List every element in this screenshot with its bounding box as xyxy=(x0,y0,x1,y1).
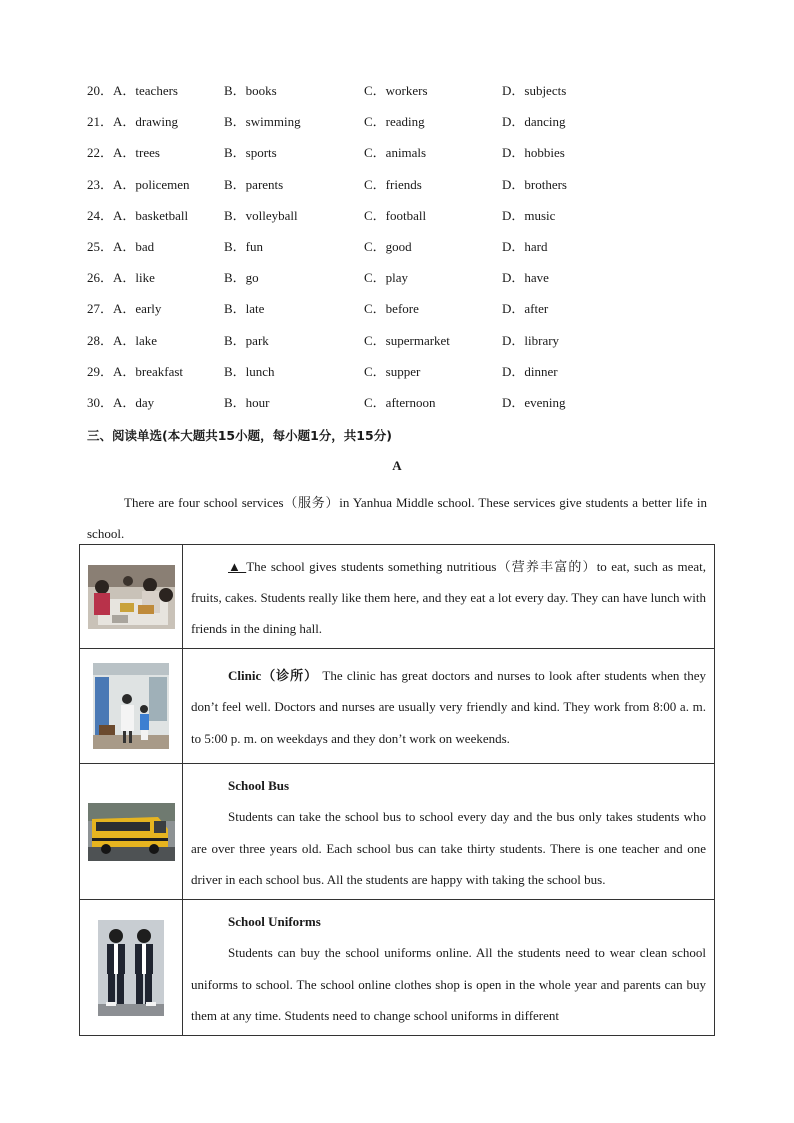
option-c: C．afternoon xyxy=(364,394,436,410)
service-row-uniforms xyxy=(80,900,715,1036)
question-row xyxy=(87,300,727,331)
option-b: B．hour xyxy=(224,394,270,410)
bus-service-text: Students can take the school bus to school every day and the bus only takes students who are over three years old. Each school bus can take thirty students. There is one teacher and one driver in each school bus. All the students are happy with taking the school bus. xyxy=(191,809,706,887)
option-b: B．late xyxy=(224,301,265,317)
option-d: D．dancing xyxy=(502,114,566,130)
question-row xyxy=(87,363,727,394)
answer-options xyxy=(87,82,727,425)
option-b: B．books xyxy=(224,83,277,98)
question-number: 30． xyxy=(87,394,114,410)
option-b: B．sports xyxy=(224,145,277,161)
option-b: B．parents xyxy=(224,176,284,192)
option-a xyxy=(87,300,161,318)
question-number: 28． xyxy=(87,332,114,348)
question-row xyxy=(87,176,727,207)
question-row xyxy=(87,332,727,363)
option-a-text: A．like xyxy=(113,270,155,286)
dining-photo xyxy=(88,565,175,629)
option-d: D．dinner xyxy=(502,363,558,379)
option-c: C．good xyxy=(364,238,412,254)
option-c: C．supermarket xyxy=(364,332,450,348)
question-row xyxy=(87,269,727,300)
option-d: D．brothers xyxy=(502,176,567,192)
option-a xyxy=(87,363,183,381)
service-row-clinic xyxy=(80,649,715,764)
services-table xyxy=(79,544,715,1036)
option-c: C．play xyxy=(364,270,409,286)
question-number: 22． xyxy=(87,145,114,161)
option-a-text: A．teachers xyxy=(113,83,178,98)
service-row-food xyxy=(80,545,715,649)
question-number: 24． xyxy=(87,207,114,223)
option-a-text: A．policemen xyxy=(113,176,190,192)
option-d: D．evening xyxy=(502,394,566,410)
food-title-blank: ▲ xyxy=(228,558,247,574)
clinic-photo xyxy=(93,663,169,749)
question-row xyxy=(87,207,727,238)
option-a-text: A．trees xyxy=(113,145,160,161)
option-c: C．workers xyxy=(364,83,428,98)
option-a xyxy=(87,176,190,194)
option-a-text: A．lake xyxy=(113,332,158,348)
option-b: B．fun xyxy=(224,238,264,254)
option-a-text: A．bad xyxy=(113,238,155,254)
option-d: D．after xyxy=(502,301,549,317)
option-c: C．friends xyxy=(364,176,422,192)
question-row xyxy=(87,394,727,425)
option-d: D．hard xyxy=(502,238,548,254)
option-a xyxy=(87,82,178,100)
passage-label: A xyxy=(392,458,402,473)
option-d: D．music xyxy=(502,207,556,223)
option-c: C．supper xyxy=(364,363,421,379)
option-d: D．hobbies xyxy=(502,145,565,161)
option-a xyxy=(87,332,157,350)
uniforms-service-text: Students can buy the school uniforms online. All the students need to wear clean school uniforms to school. The school online clothes shop is open in the whole year and parents can buy them at any time. Students need to change school uniforms in different xyxy=(191,945,706,1023)
passage-intro: There are four school services（服务）in Yanhua Middle school. These services give students a better life in school. xyxy=(87,495,707,541)
option-c: C．animals xyxy=(364,145,427,161)
bus-title: School Bus xyxy=(228,778,290,794)
option-c: C．reading xyxy=(364,114,425,130)
question-number: 25． xyxy=(87,238,114,254)
option-d: D．library xyxy=(502,332,560,348)
school-bus-photo xyxy=(88,803,175,861)
option-b: B．go xyxy=(224,270,259,286)
option-a-text: A．day xyxy=(113,394,155,410)
option-b: B．park xyxy=(224,332,269,348)
section-heading: 三、阅读单选(本大题共15小题，每小题1分，共15分) xyxy=(87,428,392,443)
clinic-title: Clinic（诊所） xyxy=(228,668,319,684)
uniforms-title: School Uniforms xyxy=(228,914,321,930)
question-row xyxy=(87,238,727,269)
food-service-text: The school gives students something nutritious（营养丰富的）to eat, such as meat, fruits, cakes. Students really like them here, and they eat a lot every day. They can have lunch with friends in the dining hall. xyxy=(191,558,706,637)
option-a xyxy=(87,394,154,412)
option-a-text: A．breakfast xyxy=(113,363,184,379)
option-b: B．swimming xyxy=(224,114,301,130)
option-a-text: A．drawing xyxy=(113,114,179,130)
option-a-text: A．basketball xyxy=(113,207,189,223)
option-a xyxy=(87,207,188,225)
option-a xyxy=(87,113,178,131)
question-number: 23． xyxy=(87,176,114,192)
option-a xyxy=(87,238,154,256)
option-b: B．lunch xyxy=(224,363,275,379)
option-d: D．have xyxy=(502,270,549,286)
option-b: B．volleyball xyxy=(224,207,298,223)
question-row xyxy=(87,144,727,175)
question-row xyxy=(87,113,727,144)
question-number: 21． xyxy=(87,114,114,130)
question-number: 26． xyxy=(87,270,114,286)
option-a xyxy=(87,269,155,287)
question-row xyxy=(87,82,727,113)
question-number: 29． xyxy=(87,363,114,379)
question-number: 27． xyxy=(87,301,114,317)
option-d: D．subjects xyxy=(502,83,567,98)
option-c: C．before xyxy=(364,301,419,317)
option-a xyxy=(87,144,160,162)
school-uniforms-photo xyxy=(98,920,164,1016)
clinic-service-text: The clinic has great doctors and nurses to look after students when they don’t feel well. Doctors and nurses are usually very friendly and kind. They work from 8:00 a. m. to 5:00 p. m. on weekdays and they don’t work on weekends. xyxy=(191,668,706,746)
service-row-bus xyxy=(80,764,715,900)
option-a-text: A．early xyxy=(113,301,162,317)
option-c: C．football xyxy=(364,207,427,223)
question-number: 20． xyxy=(87,83,114,98)
